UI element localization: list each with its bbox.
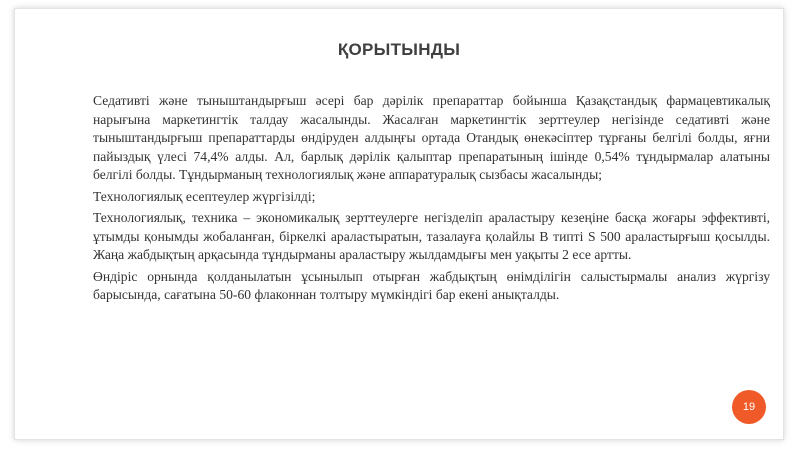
slide-frame <box>14 8 784 440</box>
slide-body <box>93 92 770 308</box>
paragraph-calculations: Технологиялық есептеулер жүргізілді; <box>93 188 316 204</box>
paragraph-mixer: Технологиялық, техника – экономикалық зерттеулерге негізделіп араластыру кезеңіне басқа жоғары эффективті, ұтымды қонымды жобаланған, біркелкі араластыратын, тазалауға қолайлы В типті S 500 араластырғыш қосылды. Жаңа жабдықтың арқасында тұндырманы араластыру жылдамдығы мен уақыты 2 есе артты. <box>93 210 770 262</box>
paragraph-analysis: Өндіріс орнында қолданылатын ұсынылып отырған жабдықтың өнімділігін салыстырмалы анализ жүргізу барысында, сағатына 50-60 флаконнан толтыру мүмкіндігі бар екені анықталды. <box>93 268 770 302</box>
page-number-badge: 19 <box>732 390 766 424</box>
slide-title: ҚОРЫТЫНДЫ <box>337 40 461 59</box>
paragraph-summary: Седативті және тыныштандырғыш әсері бар дәрілік препараттар бойынша Қазақстандық фармацевтикалық нарығына маркетингтік талдау жасалынды. Жасалған маркетингтік зерттеулер негізінде седативті және тыныштандырғыш препараттарды өндіруден алдыңғы ортада Отандық өнекәсіптер тұрғаны белгілі болды, яғни пайыздық үлесі 74,4% алды. Ал, барлық дәрілік қалыптар препаратының ішінде 0,54% тұндырмалар алатыны белгілі болды. Тұндырманың технологиялық және аппаратуралық сызбасы жасалынды; <box>93 93 770 182</box>
